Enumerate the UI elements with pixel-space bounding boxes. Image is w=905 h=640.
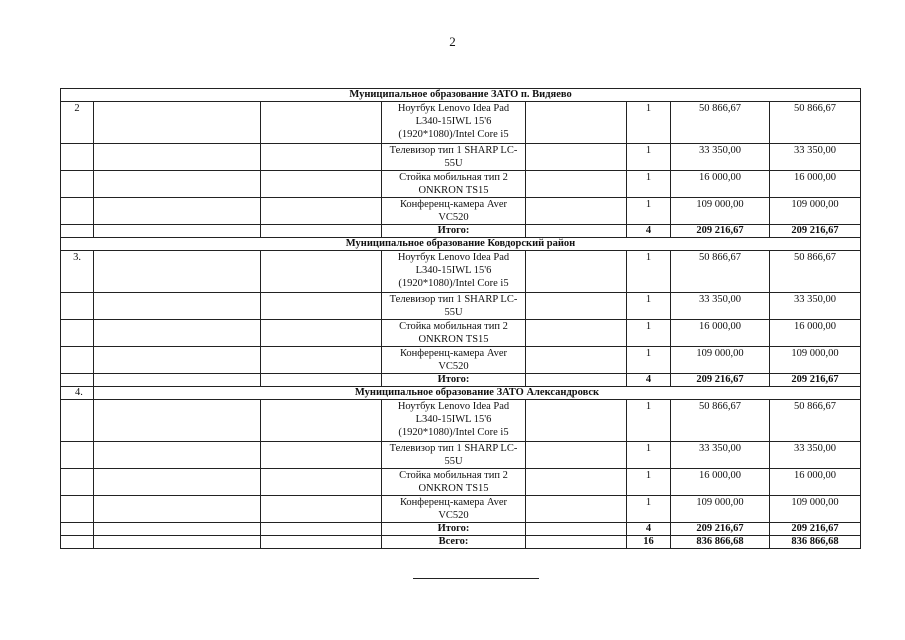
empty-cell: [526, 400, 627, 442]
item-sum: 50 866,67: [770, 102, 861, 144]
item-qty: 1: [627, 442, 671, 469]
empty-cell: [261, 347, 382, 374]
empty-cell: [261, 251, 382, 293]
grand-total-qty: 16: [627, 536, 671, 549]
page-number: 2: [449, 34, 456, 49]
empty-cell: [526, 293, 627, 320]
empty-cell: [61, 293, 94, 320]
total-label: Итого:: [382, 225, 526, 238]
item-name: Телевизор тип 1 SHARP LC-55U: [382, 442, 526, 469]
item-qty: 1: [627, 144, 671, 171]
empty-cell: [526, 198, 627, 225]
grand-total-row: [61, 536, 861, 549]
item-name: Конференц-камера Aver VC520: [382, 198, 526, 225]
item-sum: 33 350,00: [770, 442, 861, 469]
empty-cell: [94, 374, 261, 387]
empty-cell: [61, 347, 94, 374]
empty-cell: [261, 320, 382, 347]
section-heading: Муниципальное образование ЗАТО п. Видяево: [61, 89, 861, 102]
empty-cell: [261, 536, 382, 549]
empty-cell: [526, 469, 627, 496]
item-sum: 109 000,00: [770, 347, 861, 374]
empty-cell: [94, 251, 261, 293]
section-total-row: [61, 225, 861, 238]
empty-cell: [261, 225, 382, 238]
table-row: [61, 171, 861, 198]
total-qty: 4: [627, 374, 671, 387]
item-price: 50 866,67: [671, 251, 770, 293]
item-sum: 16 000,00: [770, 320, 861, 347]
empty-cell: [261, 198, 382, 225]
empty-cell: [61, 320, 94, 347]
empty-cell: [261, 293, 382, 320]
empty-cell: [261, 469, 382, 496]
empty-cell: [61, 144, 94, 171]
empty-cell: [94, 225, 261, 238]
table-row: [61, 144, 861, 171]
empty-cell: [61, 536, 94, 549]
empty-cell: [94, 198, 261, 225]
item-price: 109 000,00: [671, 496, 770, 523]
section-number: 2: [61, 102, 94, 144]
empty-cell: [526, 225, 627, 238]
empty-cell: [61, 400, 94, 442]
table-row: [61, 320, 861, 347]
item-name: Стойка мобильная тип 2 ONKRON TS15: [382, 320, 526, 347]
empty-cell: [526, 171, 627, 198]
empty-cell: [261, 374, 382, 387]
equipment-table: [60, 88, 861, 549]
total-price: 209 216,67: [671, 225, 770, 238]
item-price: 33 350,00: [671, 144, 770, 171]
empty-cell: [261, 171, 382, 198]
empty-cell: [261, 144, 382, 171]
item-sum: 109 000,00: [770, 496, 861, 523]
empty-cell: [261, 442, 382, 469]
item-qty: 1: [627, 171, 671, 198]
empty-cell: [61, 225, 94, 238]
item-name: Стойка мобильная тип 2 ONKRON TS15: [382, 171, 526, 198]
total-qty: 4: [627, 523, 671, 536]
item-name: Телевизор тип 1 SHARP LC-55U: [382, 144, 526, 171]
empty-cell: [94, 469, 261, 496]
table-row: [61, 347, 861, 374]
item-price: 33 350,00: [671, 293, 770, 320]
empty-cell: [61, 469, 94, 496]
item-sum: 50 866,67: [770, 251, 861, 293]
total-label: Итого:: [382, 374, 526, 387]
empty-cell: [94, 442, 261, 469]
item-qty: 1: [627, 469, 671, 496]
grand-total-sum: 836 866,68: [770, 536, 861, 549]
item-qty: 1: [627, 102, 671, 144]
total-label: Итого:: [382, 523, 526, 536]
empty-cell: [94, 347, 261, 374]
item-qty: 1: [627, 347, 671, 374]
table-row: [61, 442, 861, 469]
empty-cell: [526, 144, 627, 171]
table-row: [61, 400, 861, 442]
item-name: Стойка мобильная тип 2 ONKRON TS15: [382, 469, 526, 496]
item-price: 109 000,00: [671, 198, 770, 225]
item-sum: 16 000,00: [770, 171, 861, 198]
empty-cell: [61, 442, 94, 469]
section-heading-row: [61, 89, 861, 102]
empty-cell: [526, 347, 627, 374]
item-sum: 16 000,00: [770, 469, 861, 496]
empty-cell: [61, 198, 94, 225]
item-qty: 1: [627, 251, 671, 293]
table-row: [61, 102, 861, 144]
item-sum: 33 350,00: [770, 144, 861, 171]
total-price: 209 216,67: [671, 523, 770, 536]
empty-cell: [94, 400, 261, 442]
grand-total-label: Всего:: [382, 536, 526, 549]
empty-cell: [94, 102, 261, 144]
empty-cell: [526, 442, 627, 469]
empty-cell: [94, 320, 261, 347]
item-qty: 1: [627, 293, 671, 320]
empty-cell: [261, 496, 382, 523]
item-price: 109 000,00: [671, 347, 770, 374]
empty-cell: [61, 374, 94, 387]
section-number: 3.: [61, 251, 94, 293]
section-heading: Муниципальное образование ЗАТО Александровск: [94, 387, 861, 400]
item-price: 50 866,67: [671, 102, 770, 144]
item-name: Ноутбук Lenovo Idea Pad L340-15IWL 15'6 (1920*1080)/Intel Core i5: [382, 400, 526, 442]
item-sum: 33 350,00: [770, 293, 861, 320]
empty-cell: [94, 293, 261, 320]
item-name: Телевизор тип 1 SHARP LC-55U: [382, 293, 526, 320]
empty-cell: [61, 496, 94, 523]
item-qty: 1: [627, 496, 671, 523]
item-sum: 50 866,67: [770, 400, 861, 442]
item-name: Конференц-камера Aver VC520: [382, 496, 526, 523]
empty-cell: [526, 251, 627, 293]
empty-cell: [526, 320, 627, 347]
grand-total-price: 836 866,68: [671, 536, 770, 549]
item-qty: 1: [627, 198, 671, 225]
empty-cell: [526, 374, 627, 387]
section-heading-row: [61, 387, 861, 400]
total-sum: 209 216,67: [770, 225, 861, 238]
table-row: [61, 251, 861, 293]
empty-cell: [94, 523, 261, 536]
total-price: 209 216,67: [671, 374, 770, 387]
table-row: [61, 496, 861, 523]
item-name: Ноутбук Lenovo Idea Pad L340-15IWL 15'6 (1920*1080)/Intel Core i5: [382, 251, 526, 293]
empty-cell: [526, 496, 627, 523]
item-price: 16 000,00: [671, 469, 770, 496]
empty-cell: [61, 523, 94, 536]
empty-cell: [261, 523, 382, 536]
section-total-row: [61, 523, 861, 536]
section-heading-row: [61, 238, 861, 251]
item-name: Конференц-камера Aver VC520: [382, 347, 526, 374]
empty-cell: [526, 523, 627, 536]
total-qty: 4: [627, 225, 671, 238]
total-sum: 209 216,67: [770, 374, 861, 387]
item-qty: 1: [627, 400, 671, 442]
total-sum: 209 216,67: [770, 523, 861, 536]
footer-rule: [413, 578, 539, 579]
empty-cell: [94, 144, 261, 171]
empty-cell: [261, 102, 382, 144]
item-price: 16 000,00: [671, 171, 770, 198]
empty-cell: [526, 102, 627, 144]
table-row: [61, 469, 861, 496]
section-heading: Муниципальное образование Ковдорский район: [61, 238, 861, 251]
empty-cell: [526, 536, 627, 549]
empty-cell: [261, 400, 382, 442]
empty-cell: [61, 171, 94, 198]
section-number: 4.: [61, 387, 94, 400]
table-row: [61, 293, 861, 320]
item-price: 33 350,00: [671, 442, 770, 469]
empty-cell: [94, 171, 261, 198]
item-name: Ноутбук Lenovo Idea Pad L340-15IWL 15'6 (1920*1080)/Intel Core i5: [382, 102, 526, 144]
item-price: 16 000,00: [671, 320, 770, 347]
empty-cell: [94, 536, 261, 549]
item-sum: 109 000,00: [770, 198, 861, 225]
table-row: [61, 198, 861, 225]
section-total-row: [61, 374, 861, 387]
empty-cell: [94, 496, 261, 523]
item-qty: 1: [627, 320, 671, 347]
item-price: 50 866,67: [671, 400, 770, 442]
